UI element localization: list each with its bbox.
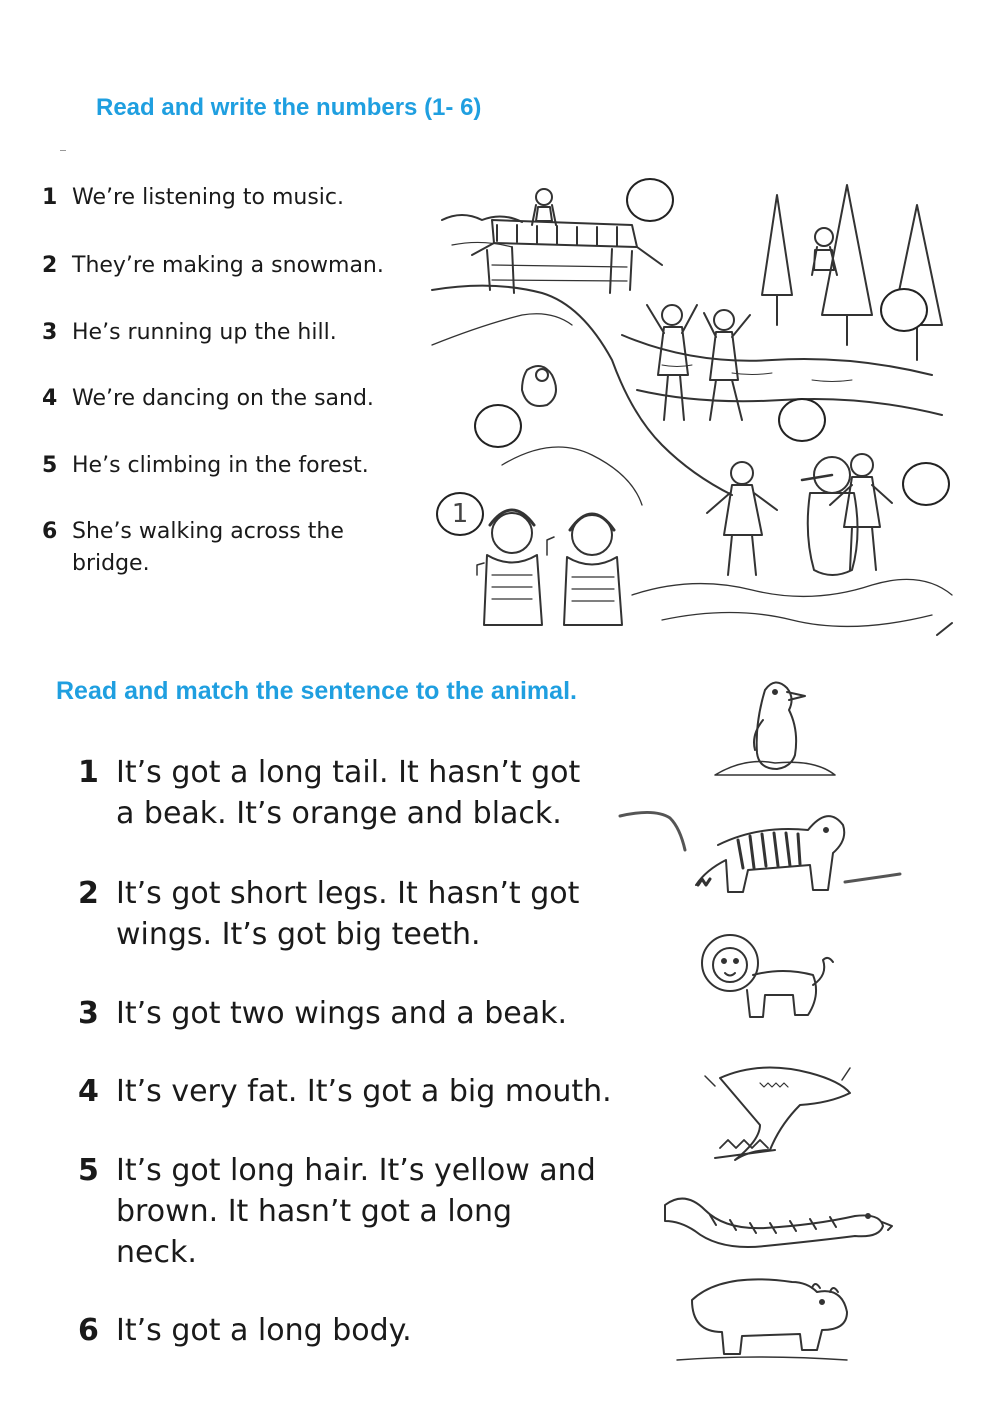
sentence-2 (42, 250, 384, 282)
tiger-icon[interactable] (688, 800, 848, 900)
answer-circle-bridge[interactable] (626, 178, 674, 222)
sentence-6 (42, 516, 344, 580)
description-number: 2 (78, 876, 99, 911)
description-line: It’s got long hair. It’s yellow and (116, 1153, 596, 1188)
sentence-number: 4 (42, 386, 58, 411)
answer-circle-music[interactable]: 1 (436, 492, 484, 536)
sentence-text: We’re dancing on the sand. (72, 386, 374, 411)
answer-circle-hill[interactable] (474, 404, 522, 448)
sentence-text: We’re listening to music. (72, 185, 345, 210)
description-5 (78, 1150, 596, 1273)
sentence-number: 1 (42, 185, 58, 210)
description-number: 1 (78, 755, 99, 790)
description-line: neck. (116, 1235, 197, 1270)
sentence-text: He’s climbing in the forest. (72, 453, 369, 478)
description-line: brown. It hasn’t got a long (116, 1194, 513, 1229)
description-number: 6 (78, 1313, 99, 1348)
section-1-title: Read and write the numbers (1- 6) (96, 94, 482, 121)
description-number: 5 (78, 1153, 99, 1188)
description-number: 4 (78, 1074, 99, 1109)
description-number: 3 (78, 996, 99, 1031)
sentence-text-line2: bridge. (72, 551, 150, 576)
divider (60, 150, 66, 151)
sentence-number: 5 (42, 453, 58, 478)
hippo-icon[interactable] (672, 1270, 852, 1365)
sentence-1 (42, 182, 344, 214)
sentence-text: She’s walking across the (72, 519, 344, 544)
snake-icon[interactable] (660, 1190, 900, 1250)
sentence-text: They’re making a snowman. (72, 253, 384, 278)
sentence-number: 6 (42, 519, 58, 544)
crocodile-icon[interactable] (700, 1058, 860, 1173)
sentence-number: 2 (42, 253, 58, 278)
sentence-4 (42, 383, 374, 415)
description-line: It’s very fat. It’s got a big mouth. (116, 1074, 612, 1109)
description-2 (78, 873, 579, 955)
description-line: a beak. It’s orange and black. (116, 796, 562, 831)
sentence-3 (42, 317, 337, 349)
description-4 (78, 1071, 612, 1112)
description-1 (78, 752, 580, 834)
description-line: It’s got a long body. (116, 1313, 412, 1348)
lion-icon[interactable] (695, 925, 845, 1025)
sentence-5 (42, 450, 369, 482)
sentence-number: 3 (42, 320, 58, 345)
description-6 (78, 1310, 412, 1351)
description-3 (78, 993, 567, 1034)
answer-circle-snowman[interactable] (902, 462, 950, 506)
description-line: It’s got a long tail. It hasn’t got (116, 755, 581, 790)
description-line: It’s got short legs. It hasn’t got (116, 876, 580, 911)
answer-circle-forest[interactable] (880, 288, 928, 332)
penguin-icon[interactable] (705, 670, 845, 785)
sentence-text: He’s running up the hill. (72, 320, 337, 345)
section-2-title: Read and match the sentence to the animal. (56, 677, 577, 705)
description-line: wings. It’s got big teeth. (116, 917, 481, 952)
description-line: It’s got two wings and a beak. (116, 996, 567, 1031)
answer-circle-dancing[interactable] (778, 398, 826, 442)
